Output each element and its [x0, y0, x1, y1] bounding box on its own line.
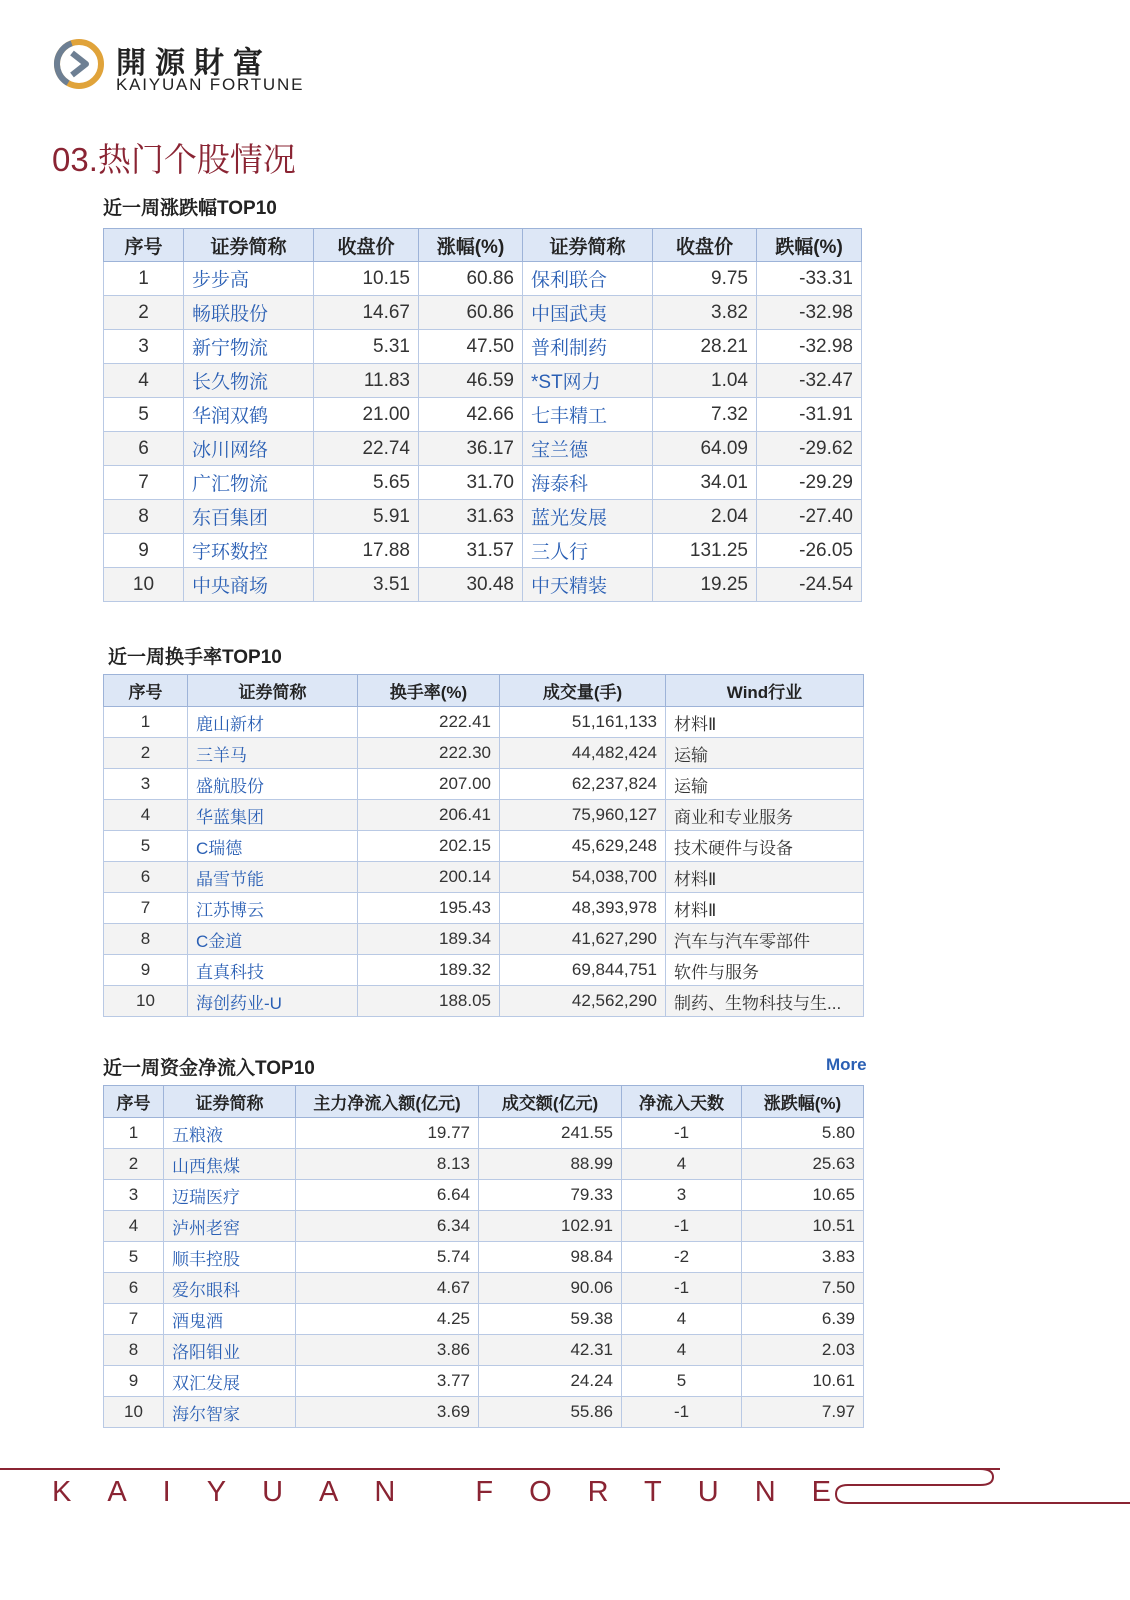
table-cell: 8: [104, 1335, 164, 1366]
table-cell: 7.32: [653, 398, 757, 432]
stock-name-link[interactable]: 宇环数控: [184, 534, 314, 568]
table-cell: 8: [104, 500, 184, 534]
table-row: [104, 1335, 864, 1366]
stock-name-link[interactable]: 中国武夷: [523, 296, 653, 330]
table-cell: -1: [622, 1118, 742, 1149]
table-row: [104, 924, 864, 955]
table-cell: 42,562,290: [500, 986, 666, 1017]
table-cell: 189.32: [358, 955, 500, 986]
column-header: 证券简称: [184, 229, 314, 262]
table-cell: 2.03: [742, 1335, 864, 1366]
stock-name-link[interactable]: 中央商场: [184, 568, 314, 602]
table-cell: 51,161,133: [500, 707, 666, 738]
table-cell: 6: [104, 432, 184, 466]
table-cell: 11.83: [314, 364, 419, 398]
stock-name-link[interactable]: 迈瑞医疗: [164, 1180, 296, 1211]
table-cell: 7: [104, 466, 184, 500]
table-row: [104, 1397, 864, 1428]
stock-name-link[interactable]: 顺丰控股: [164, 1242, 296, 1273]
table-cell: -33.31: [757, 262, 862, 296]
table-cell: 3: [104, 330, 184, 364]
weekly-turnover-table: [103, 674, 864, 1017]
weekly-inflow-table: [103, 1085, 864, 1428]
footer-brand-text: KAIYUAN FORTUNE: [52, 1476, 868, 1508]
stock-name-link[interactable]: 鹿山新材: [188, 707, 358, 738]
table-header-row: [104, 229, 862, 262]
table-cell: 17.88: [314, 534, 419, 568]
stock-name-link[interactable]: 长久物流: [184, 364, 314, 398]
table-cell: 10.15: [314, 262, 419, 296]
table-cell: 47.50: [419, 330, 523, 364]
table-cell: 30.48: [419, 568, 523, 602]
table-cell: 7: [104, 893, 188, 924]
column-header: 成交额(亿元): [479, 1086, 622, 1118]
column-header: 收盘价: [314, 229, 419, 262]
weekly-change-table-title: 近一周涨跌幅TOP10: [103, 198, 277, 219]
table-cell: 59.38: [479, 1304, 622, 1335]
table-cell: 5.74: [296, 1242, 479, 1273]
table-cell: 46.59: [419, 364, 523, 398]
table-cell: 3: [104, 1180, 164, 1211]
table-cell: 1: [104, 707, 188, 738]
table-cell: 技术硬件与设备: [666, 831, 864, 862]
table-cell: 42.31: [479, 1335, 622, 1366]
table-cell: 5.31: [314, 330, 419, 364]
table-cell: 汽车与汽车零部件: [666, 924, 864, 955]
table-row: [104, 500, 862, 534]
stock-name-link[interactable]: 冰川网络: [184, 432, 314, 466]
table-row: [104, 330, 862, 364]
stock-name-link[interactable]: 华蓝集团: [188, 800, 358, 831]
table-row: [104, 1118, 864, 1149]
table-cell: 102.91: [479, 1211, 622, 1242]
column-header: 涨幅(%): [419, 229, 523, 262]
table-row: [104, 466, 862, 500]
table-header-row: [104, 1086, 864, 1118]
column-header: 净流入天数: [622, 1086, 742, 1118]
stock-name-link[interactable]: 新宁物流: [184, 330, 314, 364]
stock-name-link[interactable]: 直真科技: [188, 955, 358, 986]
table-cell: 14.67: [314, 296, 419, 330]
table-cell: 10.51: [742, 1211, 864, 1242]
stock-name-link[interactable]: 三羊马: [188, 738, 358, 769]
table-cell: 材料Ⅱ: [666, 862, 864, 893]
stock-name-link[interactable]: 五粮液: [164, 1118, 296, 1149]
table-cell: 4: [104, 364, 184, 398]
table-row: [104, 955, 864, 986]
table-cell: 5: [104, 1242, 164, 1273]
table-cell: 4.25: [296, 1304, 479, 1335]
table-cell: 195.43: [358, 893, 500, 924]
table-cell: 1.04: [653, 364, 757, 398]
table-cell: 10: [104, 568, 184, 602]
table-cell: 48,393,978: [500, 893, 666, 924]
column-header: 证券简称: [164, 1086, 296, 1118]
table-cell: 98.84: [479, 1242, 622, 1273]
table-cell: 运输: [666, 738, 864, 769]
table-cell: 88.99: [479, 1149, 622, 1180]
table-cell: 207.00: [358, 769, 500, 800]
table-cell: 2: [104, 738, 188, 769]
table-row: [104, 769, 864, 800]
table-cell: 34.01: [653, 466, 757, 500]
stock-name-link[interactable]: 华润双鹤: [184, 398, 314, 432]
table-row: [104, 1304, 864, 1335]
stock-name-link[interactable]: 蓝光发展: [523, 500, 653, 534]
table-cell: 1: [104, 262, 184, 296]
table-cell: 材料Ⅱ: [666, 707, 864, 738]
weekly-change-table: [103, 228, 862, 602]
table-cell: 10.65: [742, 1180, 864, 1211]
stock-name-link[interactable]: 爱尔眼科: [164, 1273, 296, 1304]
stock-name-link[interactable]: 晶雪节能: [188, 862, 358, 893]
table-cell: 5.65: [314, 466, 419, 500]
table-row: [104, 1180, 864, 1211]
column-header: 证券简称: [523, 229, 653, 262]
table-cell: 2.04: [653, 500, 757, 534]
stock-name-link[interactable]: 海创药业-U: [188, 986, 358, 1017]
table-cell: 202.15: [358, 831, 500, 862]
stock-name-link[interactable]: *ST网力: [523, 364, 653, 398]
table-row: [104, 986, 864, 1017]
weekly-inflow-table-title: 近一周资金净流入TOP10: [103, 1058, 315, 1079]
company-logo: [52, 36, 372, 98]
kaiyuan-logo-icon: [52, 36, 106, 92]
stock-name-link[interactable]: C瑞德: [188, 831, 358, 862]
table-row: [104, 364, 862, 398]
table-cell: 31.70: [419, 466, 523, 500]
table-cell: 7: [104, 1304, 164, 1335]
table-cell: 8.13: [296, 1149, 479, 1180]
table-cell: 4: [622, 1149, 742, 1180]
table-row: [104, 800, 864, 831]
table-cell: -29.62: [757, 432, 862, 466]
table-cell: 60.86: [419, 262, 523, 296]
table-cell: 5: [104, 831, 188, 862]
stock-name-link[interactable]: 保利联合: [523, 262, 653, 296]
stock-name-link[interactable]: 中天精装: [523, 568, 653, 602]
table-row: [104, 831, 864, 862]
table-row: [104, 862, 864, 893]
table-cell: 188.05: [358, 986, 500, 1017]
table-cell: 19.77: [296, 1118, 479, 1149]
stock-name-link[interactable]: 双汇发展: [164, 1366, 296, 1397]
logo-english-name: KAIYUAN FORTUNE: [116, 75, 305, 94]
column-header: 序号: [104, 229, 184, 262]
table-header-row: [104, 675, 864, 707]
stock-name-link[interactable]: 海泰科: [523, 466, 653, 500]
table-cell: -26.05: [757, 534, 862, 568]
table-row: [104, 1366, 864, 1397]
table-cell: 4: [622, 1304, 742, 1335]
table-cell: 制药、生物科技与生...: [666, 986, 864, 1017]
table-cell: 4.67: [296, 1273, 479, 1304]
table-cell: 6: [104, 1273, 164, 1304]
stock-name-link[interactable]: 畅联股份: [184, 296, 314, 330]
table-cell: 44,482,424: [500, 738, 666, 769]
table-cell: 9: [104, 1366, 164, 1397]
table-cell: -32.98: [757, 296, 862, 330]
table-row: [104, 432, 862, 466]
table-cell: 241.55: [479, 1118, 622, 1149]
table-cell: 3.86: [296, 1335, 479, 1366]
table-cell: -31.91: [757, 398, 862, 432]
table-cell: -32.47: [757, 364, 862, 398]
weekly-turnover-table-title: 近一周换手率TOP10: [108, 647, 282, 668]
stock-name-link[interactable]: 广汇物流: [184, 466, 314, 500]
table-row: [104, 1242, 864, 1273]
stock-name-link[interactable]: 酒鬼酒: [164, 1304, 296, 1335]
table-cell: 10.61: [742, 1366, 864, 1397]
table-cell: 6: [104, 862, 188, 893]
table-cell: -1: [622, 1211, 742, 1242]
table-cell: 31.63: [419, 500, 523, 534]
table-cell: -29.29: [757, 466, 862, 500]
stock-name-link[interactable]: 七丰精工: [523, 398, 653, 432]
stock-name-link[interactable]: 宝兰德: [523, 432, 653, 466]
table-cell: 5.91: [314, 500, 419, 534]
table-cell: -27.40: [757, 500, 862, 534]
table-row: [104, 262, 862, 296]
table-cell: 5: [104, 398, 184, 432]
table-cell: 36.17: [419, 432, 523, 466]
column-header: 涨跌幅(%): [742, 1086, 864, 1118]
table-cell: 189.34: [358, 924, 500, 955]
stock-name-link[interactable]: 江苏博云: [188, 893, 358, 924]
table-cell: -32.98: [757, 330, 862, 364]
table-cell: 3: [104, 769, 188, 800]
table-cell: 22.74: [314, 432, 419, 466]
column-header: 证券简称: [188, 675, 358, 707]
table-cell: 3.51: [314, 568, 419, 602]
table-cell: 222.30: [358, 738, 500, 769]
table-cell: 4: [104, 1211, 164, 1242]
table-cell: 9: [104, 955, 188, 986]
table-cell: 6.64: [296, 1180, 479, 1211]
table-cell: 2: [104, 296, 184, 330]
table-cell: 62,237,824: [500, 769, 666, 800]
table-cell: 3.82: [653, 296, 757, 330]
table-cell: 5.80: [742, 1118, 864, 1149]
table-cell: 4: [622, 1335, 742, 1366]
column-header: 主力净流入额(亿元): [296, 1086, 479, 1118]
column-header: 成交量(手): [500, 675, 666, 707]
table-cell: 3.69: [296, 1397, 479, 1428]
stock-name-link[interactable]: 海尔智家: [164, 1397, 296, 1428]
table-cell: 7.97: [742, 1397, 864, 1428]
stock-name-link[interactable]: 普利制药: [523, 330, 653, 364]
table-cell: 运输: [666, 769, 864, 800]
column-header: Wind行业: [666, 675, 864, 707]
table-cell: 8: [104, 924, 188, 955]
table-cell: 3.77: [296, 1366, 479, 1397]
table-row: [104, 707, 864, 738]
table-row: [104, 1149, 864, 1180]
table-cell: -24.54: [757, 568, 862, 602]
footer-capsule-icon: [830, 1466, 1130, 1508]
table-cell: 75,960,127: [500, 800, 666, 831]
table-cell: 64.09: [653, 432, 757, 466]
table-row: [104, 1211, 864, 1242]
table-cell: 90.06: [479, 1273, 622, 1304]
stock-name-link[interactable]: 三人行: [523, 534, 653, 568]
logo-chinese-name: 開源財富: [116, 46, 272, 81]
table-cell: 31.57: [419, 534, 523, 568]
table-cell: 21.00: [314, 398, 419, 432]
column-header: 跌幅(%): [757, 229, 862, 262]
table-cell: 5: [622, 1366, 742, 1397]
table-cell: 60.86: [419, 296, 523, 330]
table-cell: 200.14: [358, 862, 500, 893]
table-cell: 3.83: [742, 1242, 864, 1273]
table-cell: 19.25: [653, 568, 757, 602]
table-cell: 9.75: [653, 262, 757, 296]
table-cell: 79.33: [479, 1180, 622, 1211]
table-cell: 45,629,248: [500, 831, 666, 862]
table-cell: 材料Ⅱ: [666, 893, 864, 924]
column-header: 收盘价: [653, 229, 757, 262]
stock-name-link[interactable]: 步步高: [184, 262, 314, 296]
table-cell: 131.25: [653, 534, 757, 568]
table-row: [104, 568, 862, 602]
table-cell: -1: [622, 1273, 742, 1304]
more-link[interactable]: More: [826, 1055, 867, 1074]
table-cell: 1: [104, 1118, 164, 1149]
table-row: [104, 1273, 864, 1304]
table-cell: 54,038,700: [500, 862, 666, 893]
table-cell: 6.34: [296, 1211, 479, 1242]
column-header: 序号: [104, 1086, 164, 1118]
stock-name-link[interactable]: C金道: [188, 924, 358, 955]
stock-name-link[interactable]: 山西焦煤: [164, 1149, 296, 1180]
stock-name-link[interactable]: 盛航股份: [188, 769, 358, 800]
table-cell: -2: [622, 1242, 742, 1273]
table-row: [104, 738, 864, 769]
table-cell: 69,844,751: [500, 955, 666, 986]
table-cell: 商业和专业服务: [666, 800, 864, 831]
table-cell: 55.86: [479, 1397, 622, 1428]
table-row: [104, 534, 862, 568]
table-row: [104, 296, 862, 330]
table-cell: 2: [104, 1149, 164, 1180]
table-cell: 3: [622, 1180, 742, 1211]
table-cell: 28.21: [653, 330, 757, 364]
table-cell: 24.24: [479, 1366, 622, 1397]
table-cell: 42.66: [419, 398, 523, 432]
table-cell: 软件与服务: [666, 955, 864, 986]
table-cell: 6.39: [742, 1304, 864, 1335]
table-cell: 206.41: [358, 800, 500, 831]
stock-name-link[interactable]: 泸州老窖: [164, 1211, 296, 1242]
table-cell: -1: [622, 1397, 742, 1428]
table-cell: 4: [104, 800, 188, 831]
section-title: 03.热门个股情况: [52, 141, 296, 178]
table-cell: 10: [104, 1397, 164, 1428]
table-cell: 222.41: [358, 707, 500, 738]
table-cell: 10: [104, 986, 188, 1017]
table-cell: 25.63: [742, 1149, 864, 1180]
table-row: [104, 398, 862, 432]
table-cell: 41,627,290: [500, 924, 666, 955]
table-cell: 9: [104, 534, 184, 568]
table-cell: 7.50: [742, 1273, 864, 1304]
table-row: [104, 893, 864, 924]
stock-name-link[interactable]: 东百集团: [184, 500, 314, 534]
column-header: 序号: [104, 675, 188, 707]
stock-name-link[interactable]: 洛阳钼业: [164, 1335, 296, 1366]
column-header: 换手率(%): [358, 675, 500, 707]
